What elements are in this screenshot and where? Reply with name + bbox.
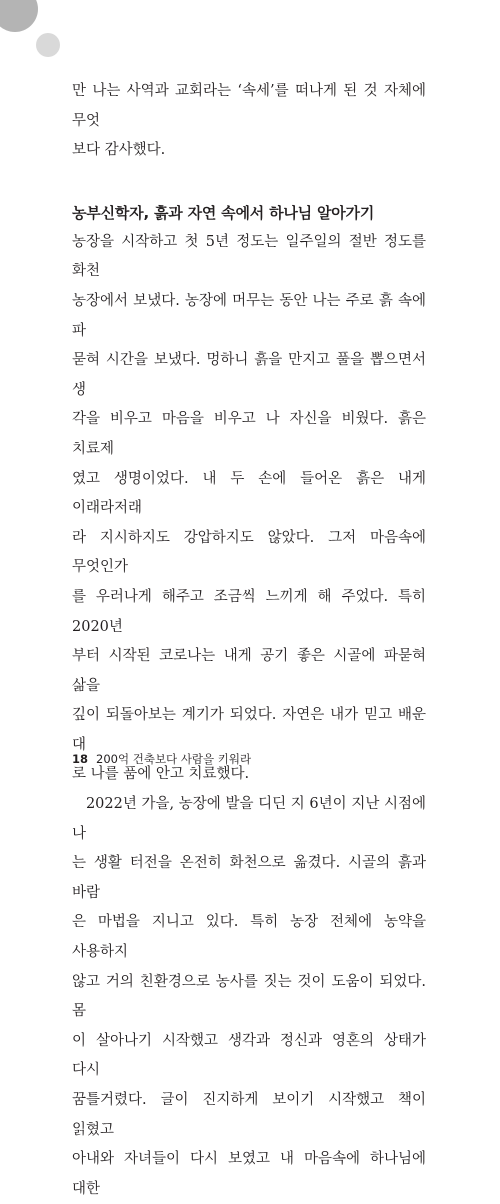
text-line: 만 나는 사역과 교회라는 ‘속세’를 떠나게 된 것 자체에 무엇 bbox=[72, 83, 426, 129]
text-line: 아내와 자녀들이 다시 보였고 내 마음속에 하나님에 대한 bbox=[72, 1151, 426, 1197]
page-footer bbox=[72, 751, 251, 767]
text-line: 였고 생명이었다. 내 두 손에 들어온 흙은 내게 이래라저래 bbox=[72, 470, 426, 517]
text-line: 농장에서 보냈다. 농장에 머무는 동안 나는 주로 흙 속에 파 bbox=[72, 292, 426, 339]
page-body bbox=[72, 77, 426, 1204]
text-line: 은 마법을 지니고 있다. 특히 농장 전체에 농약을 사용하지 bbox=[72, 914, 426, 961]
body-paragraph-2 bbox=[72, 790, 426, 1204]
text-line: 부터 시작된 코로나는 내게 공기 좋은 시골에 파묻혀 삶을 bbox=[72, 648, 426, 694]
text-line: 농장을 시작하고 첫 5년 정도는 일주일의 절반 정도를 화천 bbox=[72, 233, 426, 280]
text-line: 묻혀 시간을 보냈다. 멍하니 흙을 만지고 풀을 뽑으면서 생 bbox=[72, 352, 426, 398]
decorative-circle-large bbox=[0, 0, 38, 32]
text-line: 는 생활 터전을 온전히 화천으로 옮겼다. 시골의 흙과 바람 bbox=[72, 855, 426, 901]
text-line: 각을 비우고 마음을 비우고 나 자신을 비웠다. 흙은 치료제 bbox=[72, 411, 426, 457]
running-book-title: 200억 건축보다 사람을 키워라 bbox=[96, 752, 252, 766]
intro-paragraph bbox=[72, 77, 426, 166]
page-number: 18 bbox=[72, 752, 89, 766]
body-paragraph-1 bbox=[72, 228, 426, 790]
text-line: 꿈틀거렸다. 글이 진지하게 보이기 시작했고 책이 읽혔고 bbox=[72, 1092, 426, 1138]
text-line: 깊이 되돌아보는 계기가 되었다. 자연은 내가 믿고 배운 대 bbox=[72, 707, 426, 753]
text-line: 보다 감사했다. bbox=[72, 142, 166, 159]
section-heading: 농부신학자, 흙과 자연 속에서 하나님 알아가기 bbox=[72, 203, 375, 222]
decorative-circle-small bbox=[36, 33, 60, 57]
text-line: 를 우러나게 해주고 조금씩 느끼게 해 주었다. 특히 2020년 bbox=[72, 588, 426, 635]
text-line: 로 나를 품에 안고 치료했다. bbox=[72, 766, 250, 783]
text-line: 이 살아나기 시작했고 생각과 정신과 영혼의 상태가 다시 bbox=[72, 1032, 426, 1079]
text-line: 라 지시하지도 강압하지도 않았다. 그저 마음속에 무엇인가 bbox=[72, 529, 426, 576]
text-line: 않고 거의 친환경으로 농사를 짓는 것이 도움이 되었다. 몸 bbox=[72, 973, 426, 1020]
text-line: 2022년 가을, 농장에 발을 디딘 지 6년이 지난 시점에 나 bbox=[72, 796, 426, 842]
